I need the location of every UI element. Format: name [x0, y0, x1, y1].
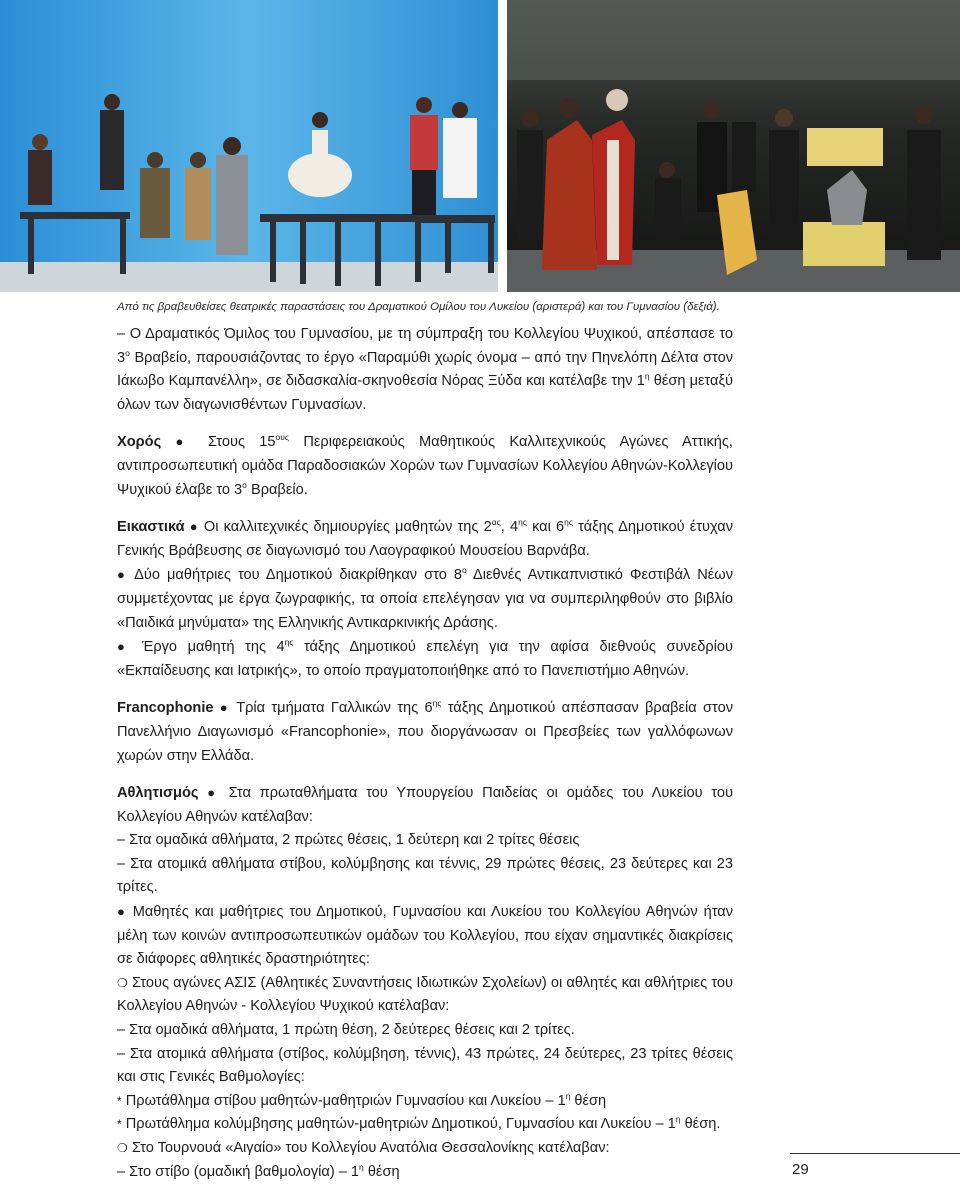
circle-bullet-icon: ❍: [117, 1141, 128, 1155]
paragraph-visual-arts: Εικαστικά ● Οι καλλιτεχνικές δημιουργίες μαθητών της $2^{\alpha\varsigma}$, $4^{\eta\varsigma}$ και $6^{\eta\varsigma}$ τάξης Δημοτικού έτυχαν Γενικής Βράβευσης σε διαγωνισμό του Λαογραφικού Μουσείου Βαρνάβα.: [117, 517, 733, 559]
sports-star-line: * Πρωτάθλημα στίβου μαθητών-μαθητριών Γυμνασίου και Λυκείου – $1^\eta$ θέση: [117, 1090, 607, 1109]
bullet-icon: ●: [189, 519, 199, 535]
paragraph-sports: Αθλητισμός ● Στα πρωταθλήματα του Υπουργείου Παιδείας οι ομάδες του Λυκείου του Κολλεγίου Αθηνών κατέλαβαν:: [117, 785, 733, 825]
paragraph-sports-2: ● Μαθητές και μαθήτριες του Δημοτικού, Γυμνασίου και Λυκείου του Κολλεγίου Αθηνών ήταν μέλη των κοινών αντιπροσωπευτικών ομάδων του Κολλεγίου, που είχαν σημαντικές διακρίσεις σε διάφορες αθλητικές δραστηριότητες:: [117, 904, 733, 968]
sports-line: – Στα ατομικά αθλήματα στίβου, κολύμβησης και τέννις, 29 πρώτες θέσεις, 23 δεύτερες και 23 τρίτες.: [117, 855, 733, 896]
paragraph-asis: ❍ Στους αγώνες ΑΣΙΣ (Αθλητικές Συναντήσεις Ιδιωτικών Σχολείων) οι αθλητές και αθλήτριες του Κολλεγίου Αθηνών - Κολλεγίου Ψυχικού κατέλαβαν:: [117, 974, 733, 1015]
sports-line: – Στα ομαδικά αθλήματα, 1 πρώτη θέση, 2 δεύτερες θέσεις και 2 τρίτες.: [117, 1022, 575, 1039]
photo-highschool-theatre: [0, 0, 498, 292]
bullet-icon: ●: [207, 785, 220, 801]
star-bullet-icon: *: [117, 1117, 122, 1132]
section-heading-francophonie: Francophonie: [117, 700, 214, 717]
paragraph-francophonie: Francophonie ● Τρία τμήματα Γαλλικών της $6^{\eta\varsigma}$ τάξης Δημοτικού απέσπασαν βραβεία στον Πανελλήνιο Διαγωνισμό «Francophonie», που διοργάνωσαν οι Πρεσβείες των γαλλόφωνων χωρών στην Ελλάδα.: [117, 698, 733, 764]
article-body: [117, 323, 733, 1184]
section-heading-sports: Αθλητισμός: [117, 785, 199, 802]
bullet-icon: ●: [117, 567, 128, 583]
paragraph-dance: Χορός ● Στους $15^{o\upsilon\varsigma}$ Περιφερειακούς Μαθητικούς Καλλιτεχνικούς Αγώνες Αττικής, αντιπροσωπευτική ομάδα Παραδοσιακών Χορών των Γυμνασίων Κολλεγίου Αθηνών-Κολλεγίου Ψυχικού έλαβε το $3^o$ Βραβείο.: [117, 432, 733, 498]
bullet-icon: ●: [175, 434, 194, 450]
paragraph-drama: – Ο Δραματικός Όμιλος του Γυμνασίου, με τη σύμπραξη του Κολλεγίου Ψυχικού, απέσπασε το $3^o$ Βραβείο, παρουσιάζοντας το έργο «Παραμύθι χωρίς όνομα – από την Πηνελόπη Δέλτα στον Ιάκωβο Καμπανέλλη», σε διδασκαλία-σκηνοθεσία Νόρας Ξύδα και κατέλαβε την $1^\eta$ θέση μεταξύ όλων των διαγωνισθέντων Γυμνασίων.: [117, 326, 734, 413]
circle-bullet-icon: ❍: [117, 975, 128, 990]
sports-line: – Στα ατομικά αθλήματα (στίβος, κολύμβηση, τέννις), 43 πρώτες, 24 δεύτερες, 23 τρίτες θέσεις και στις Γενικές Βαθμολογίες:: [117, 1045, 733, 1086]
page-number: 29: [792, 1161, 809, 1178]
sports-line: – Στα ομαδικά αθλήματα, 2 πρώτες θέσεις, 1 δεύτερη και 2 τρίτες θέσεις: [117, 832, 580, 849]
photo-caption: Από τις βραβευθείσες θεατρικές παραστάσεις του Δραματικού Ομίλου του Λυκείου (αριστερά) και του Γυμνασίου (δεξιά).: [117, 301, 720, 313]
bullet-icon: ●: [219, 700, 230, 716]
bullet-icon: ●: [117, 904, 127, 920]
bullet-icon: ●: [117, 639, 132, 655]
footer-rule: [790, 1153, 960, 1154]
paragraph-visual-arts-3: ● Έργο μαθητή της $4^{\eta\varsigma}$ τάξης Δημοτικού επελέγη για την αφίσα διεθνούς συνεδρίου «Εκπαίδευσης και Ιατρικής», το οποίο πραγματοποιήθηκε από το Πανεπιστήμιο Αθηνών.: [117, 637, 733, 679]
star-bullet-icon: *: [117, 1093, 122, 1108]
sports-line: – Στο στίβο (ομαδική $\beta\alpha\theta\mu o\lambda o\gamma ί\alpha) - 1^\eta$ θέση: [117, 1161, 400, 1180]
photo-gymnasium-theatre: [507, 0, 960, 292]
paragraph-tournament: ❍ Στο Τουρνουά «Αιγαίο» του Κολλεγίου Ανατόλια Θεσσαλονίκης κατέλαβαν:: [117, 1140, 610, 1156]
paragraph-visual-arts-2: ● Δύο μαθήτριες του Δημοτικού διακρίθηκαν στο $8^o$ Διεθνές Αντικαπνιστικό Φεστιβάλ Νέων συμμετέχοντας με έργα ζωγραφικής, τα οποία επελέγησαν για να συμπεριληφθούν στο βιβλίο «Παιδικά μηνύματα» της Ελληνικής Αντικαρκινικής Δράσης.: [117, 565, 733, 631]
section-heading-dance: Χορός: [117, 434, 162, 451]
sports-star-line: * Πρωτάθλημα κολύμβησης μαθητών-μαθητριών Δημοτικού, Γυμνασίου και Λυκείου – $1^\eta$ θέση.: [117, 1114, 721, 1133]
section-heading-visual-arts: Εικαστικά: [117, 519, 185, 536]
